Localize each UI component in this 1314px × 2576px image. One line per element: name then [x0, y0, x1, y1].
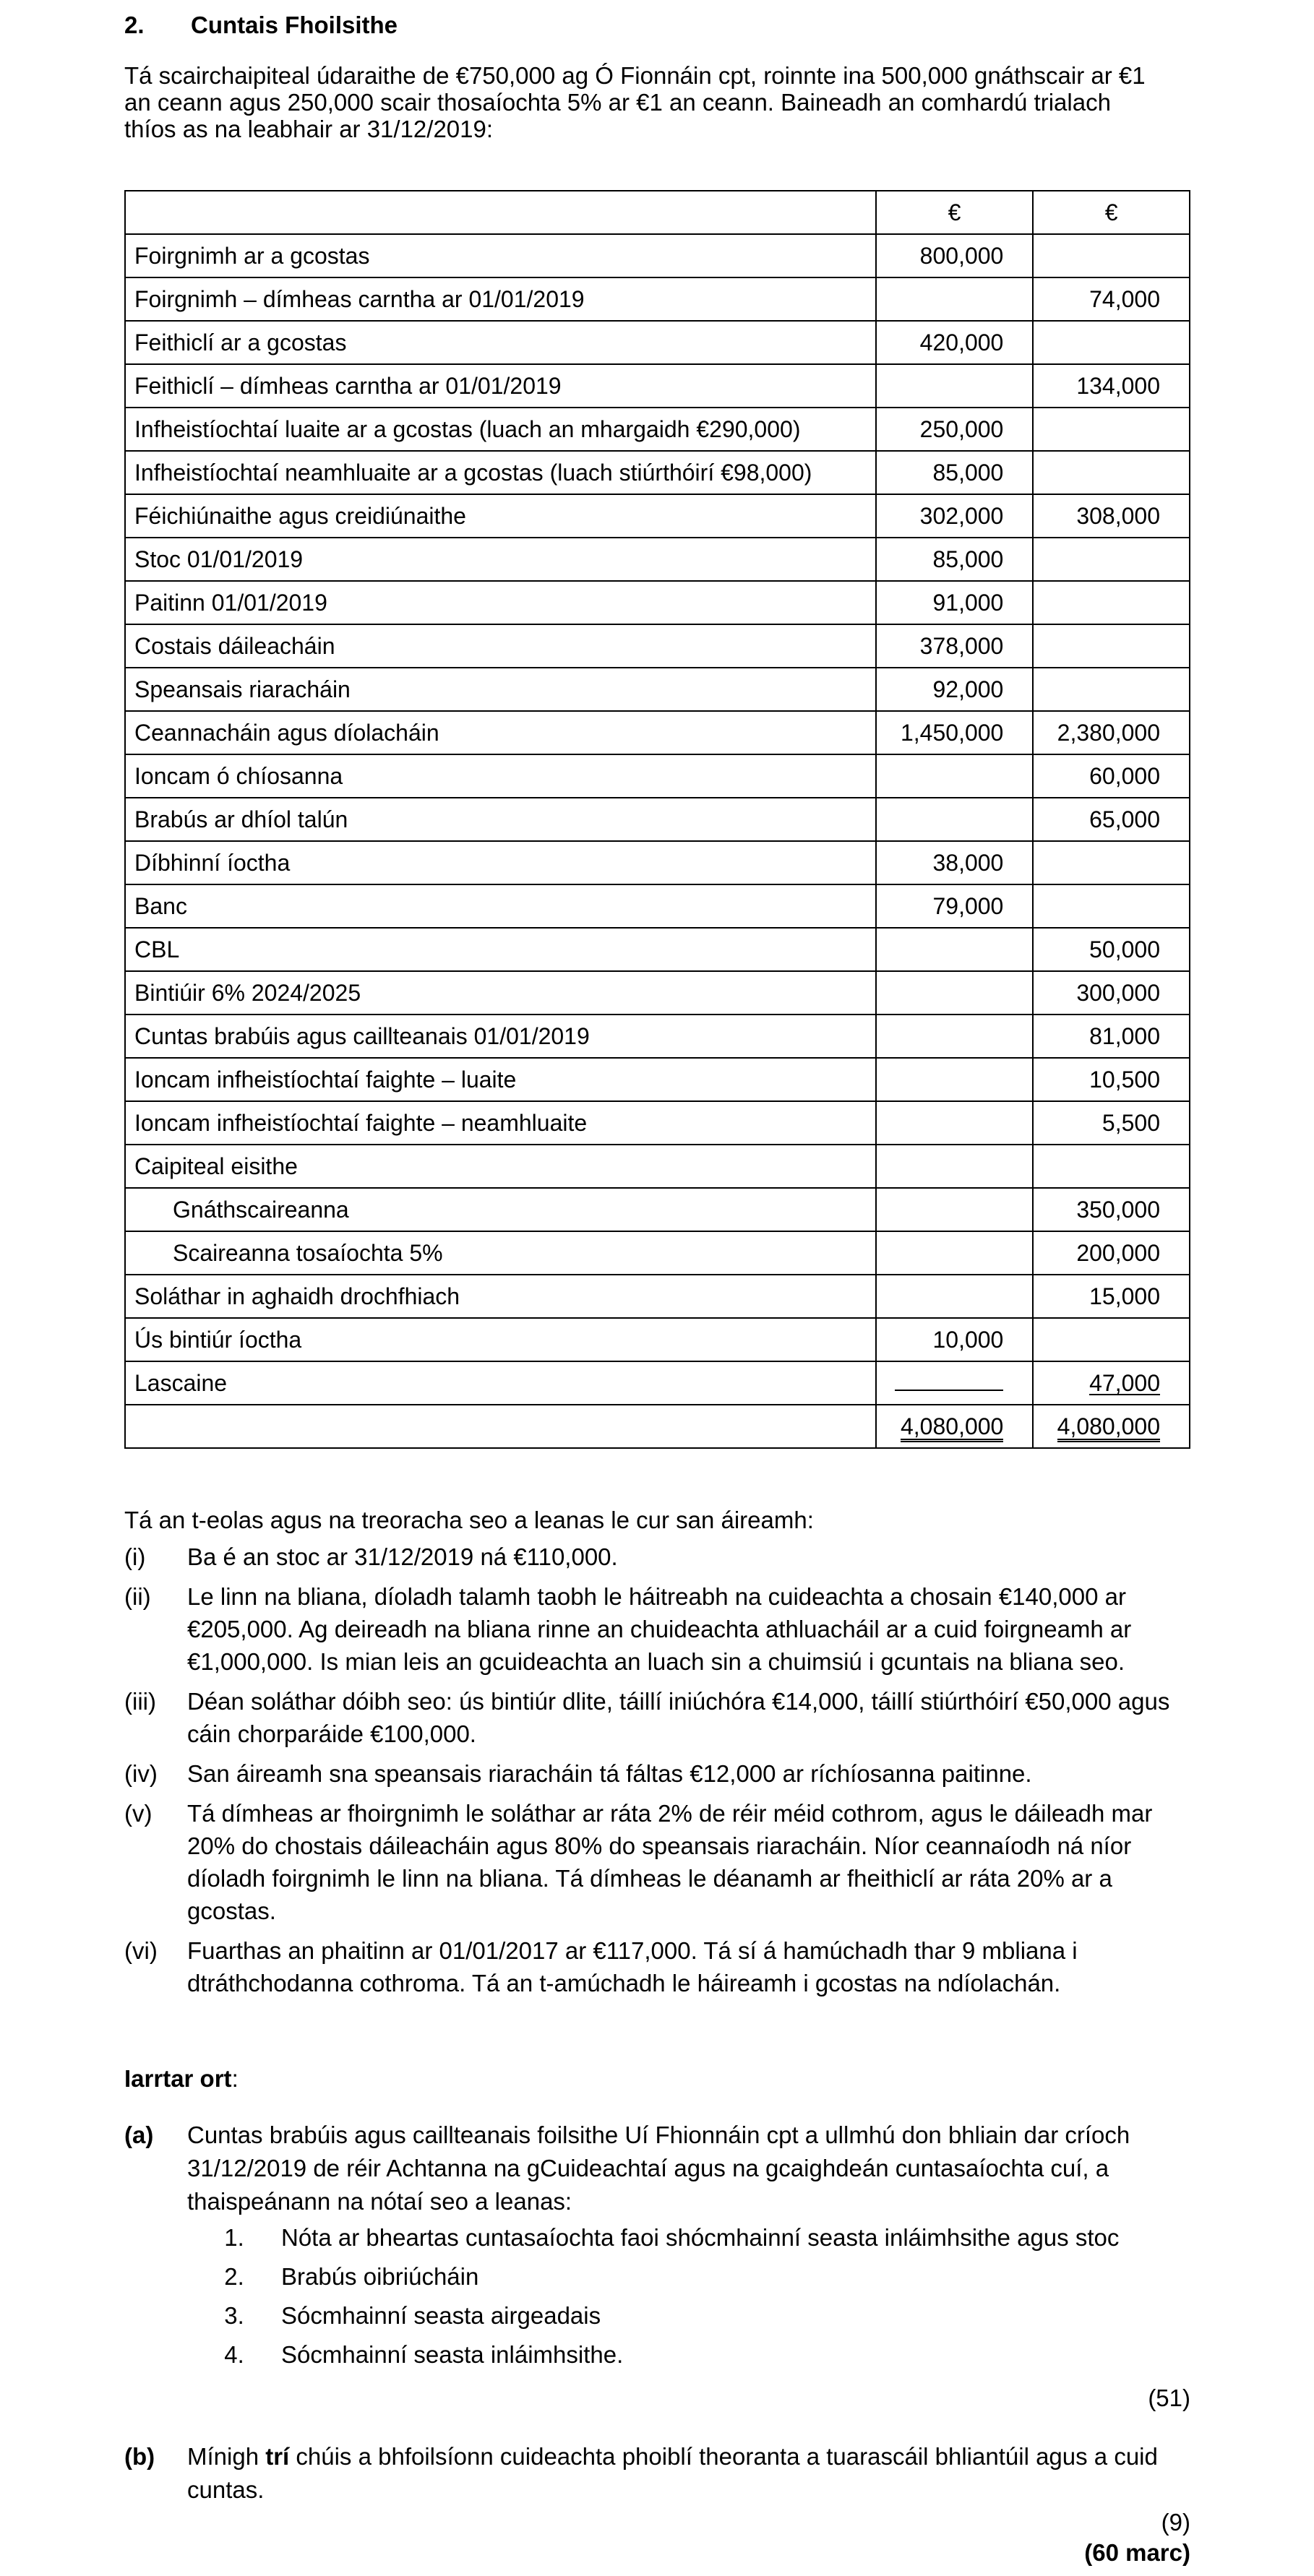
account-label: Ioncam infheistíochtaí faighte – luaite: [125, 1058, 876, 1101]
table-row: [125, 884, 1190, 928]
account-label: Ioncam ó chíosanna: [125, 754, 876, 798]
credit-amount: [1033, 1318, 1190, 1361]
list-item: [187, 2257, 1185, 2296]
note-item: [124, 1757, 1190, 1790]
table-row: [125, 321, 1190, 364]
debit-amount: [876, 1101, 1034, 1145]
table-row: [125, 1361, 1190, 1405]
part-b-text-start: Mínigh: [187, 2443, 266, 2470]
total-debit: 4,080,000: [901, 1414, 1003, 1442]
debit-amount: [876, 971, 1034, 1015]
table-row: [125, 408, 1190, 451]
total-credit-cell: [1033, 1405, 1190, 1448]
credit-amount: 200,000: [1033, 1231, 1190, 1275]
credit-amount: 2,380,000: [1033, 711, 1190, 754]
table-row: [125, 581, 1190, 624]
item-text: Brabús oibriúcháin: [281, 2263, 479, 2290]
debit-amount: [876, 798, 1034, 841]
table-row: [125, 1275, 1190, 1318]
note-label: (ii): [124, 1583, 151, 1610]
credit-amount: 350,000: [1033, 1188, 1190, 1231]
part-b-label: (b): [124, 2443, 155, 2470]
debit-amount: [876, 1015, 1034, 1058]
debit-amount: 38,000: [876, 841, 1034, 884]
part-b-marks: (9): [1161, 2509, 1190, 2536]
debit-amount: 250,000: [876, 408, 1034, 451]
credit-amount: [1033, 841, 1190, 884]
credit-amount: 60,000: [1033, 754, 1190, 798]
table-row: [125, 754, 1190, 798]
totals-label-cell: [125, 1405, 876, 1448]
table-row: [125, 1058, 1190, 1101]
credit-amount: 134,000: [1033, 364, 1190, 408]
intro-line: an ceann agus 250,000 scair thosaíochta 5% ar €1 an ceann. Baineadh an comhardú trialach: [124, 89, 1111, 116]
credit-amount: [1033, 234, 1190, 277]
credit-amount: 81,000: [1033, 1015, 1190, 1058]
item-text: Nóta ar bheartas cuntasaíochta faoi shócmhainní seasta inláimhsithe agus stoc: [281, 2224, 1120, 2251]
credit-amount: 74,000: [1033, 277, 1190, 321]
debit-underline: [895, 1368, 1003, 1391]
table-row: [125, 841, 1190, 884]
credit-amount: [1033, 581, 1190, 624]
account-label: Infheistíochtaí neamhluaite ar a gcostas (luach stiúrthóirí €98,000): [125, 451, 876, 494]
table-row: [125, 234, 1190, 277]
item-number: 4.: [224, 2341, 244, 2368]
requirements-heading: [124, 2062, 239, 2096]
part-a-marks: (51): [1148, 2385, 1190, 2411]
debit-amount: 10,000: [876, 1318, 1034, 1361]
note-text: Déan soláthar dóibh seo: ús bintiúr dlite, táillí iniúchóra €14,000, táillí stiúrthóirí €50,000 agus cáin chorparáide €100,000.: [187, 1688, 1170, 1747]
part-a-text: Cuntas brabúis agus caillteanais foilsithe Uí Fhionnáin cpt a ullmhú don bhliain dar críoch 31/12/2019 de réir Achtanna na gCuideachtaí agus na gcaighdeán cuntasaíochta cuí, a thaispeánann na nótaí seo a leanas:: [187, 2121, 1130, 2215]
account-label: Speansais riaracháin: [125, 668, 876, 711]
notes-intro: Tá an t-eolas agus na treoracha seo a leanas le cur san áireamh:: [124, 1507, 814, 1533]
credit-amount: [1033, 451, 1190, 494]
account-label: Infheistíochtaí luaite ar a gcostas (luach an mhargaidh €290,000): [125, 408, 876, 451]
table-row: [125, 1145, 1190, 1188]
credit-amount: [1033, 408, 1190, 451]
account-label: Costais dáileacháin: [125, 624, 876, 668]
table-row: [125, 494, 1190, 538]
note-label: (i): [124, 1543, 146, 1570]
note-item: [124, 1580, 1190, 1678]
debit-amount: [876, 1145, 1034, 1188]
account-label: Ioncam infheistíochtaí faighte – neamhluaite: [125, 1101, 876, 1145]
debit-amount: [876, 1188, 1034, 1231]
credit-amount: [1033, 538, 1190, 581]
credit-amount: [1033, 668, 1190, 711]
account-label: Féichiúnaithe agus creidiúnaithe: [125, 494, 876, 538]
note-text: Le linn na bliana, díoladh talamh taobh le háitreabh na cuideachta a chosain €140,000 ar €205,000. Ag deireadh na bliana rinne an chuideachta athluacháil ar a cuid foirgneamh ar €1,000,000. Is mian leis an gcuideachta an luach sin a chuimsiú i gcuntais na bliana seo.: [187, 1583, 1132, 1675]
table-row: [125, 624, 1190, 668]
account-label: Scaireanna tosaíochta 5%: [125, 1231, 876, 1275]
item-number: 1.: [224, 2224, 244, 2251]
item-text: Sócmhainní seasta airgeadais: [281, 2302, 601, 2329]
trial-balance-table: [124, 190, 1190, 1449]
debit-amount: [876, 928, 1034, 971]
question-number: 2.: [124, 12, 145, 38]
item-number: 3.: [224, 2302, 244, 2329]
table-row: [125, 277, 1190, 321]
debit-amount: 302,000: [876, 494, 1034, 538]
account-label: Caipiteal eisithe: [125, 1145, 876, 1188]
table-row: [125, 798, 1190, 841]
question-heading: [124, 7, 398, 43]
table-row: [125, 668, 1190, 711]
intro-line: Tá scairchaipiteal údaraithe de €750,000 ag Ó Fionnáin cpt, roinnte ina 500,000 gnáthscair ar €1: [124, 62, 1146, 89]
account-label: Díbhinní íoctha: [125, 841, 876, 884]
note-text: Tá dímheas ar fhoirgnimh le soláthar ar ráta 2% de réir méid cothrom, agus le dáileadh mar 20% do chostais dáileacháin agus 80% do speansais riaracháin. Níor ceannaíodh ná níor díoladh foirgnimh le linn na bliana. Tá dímheas le déanamh ar fheithiclí ar ráta 20% ar a gcostas.: [187, 1800, 1153, 1924]
account-label: Gnáthscaireanna: [125, 1188, 876, 1231]
debit-amount: 92,000: [876, 668, 1034, 711]
totals-row: [125, 1405, 1190, 1448]
note-item: [124, 1685, 1190, 1750]
account-label: Feithiclí ar a gcostas: [125, 321, 876, 364]
item-text: Sócmhainní seasta inláimhsithe.: [281, 2341, 624, 2368]
note-item: [124, 1797, 1190, 1927]
debit-amount: 378,000: [876, 624, 1034, 668]
debit-amount: 85,000: [876, 451, 1034, 494]
debit-amount: 420,000: [876, 321, 1034, 364]
account-label: Foirgnimh – dímheas carntha ar 01/01/2019: [125, 277, 876, 321]
credit-amount: 300,000: [1033, 971, 1190, 1015]
debit-amount: [876, 1058, 1034, 1101]
notes-list: [124, 1541, 1190, 2007]
account-label: Lascaine: [125, 1361, 876, 1405]
debit-amount: [876, 364, 1034, 408]
debit-amount: 800,000: [876, 234, 1034, 277]
credit-amount: [1033, 1145, 1190, 1188]
part-a-label: (a): [124, 2121, 154, 2148]
account-label: Cuntas brabúis agus caillteanais 01/01/2019: [125, 1015, 876, 1058]
header-credit-cell: €: [1033, 191, 1190, 234]
note-text: Ba é an stoc ar 31/12/2019 ná €110,000.: [187, 1543, 618, 1570]
note-item: [124, 1934, 1190, 1999]
credit-amount: 50,000: [1033, 928, 1190, 971]
credit-underline: 47,000: [1089, 1370, 1160, 1396]
list-item: [187, 2296, 1185, 2335]
debit-amount: [876, 277, 1034, 321]
table-row: [125, 1101, 1190, 1145]
note-label: (iii): [124, 1688, 156, 1715]
debit-amount: 1,450,000: [876, 711, 1034, 754]
credit-amount: [1033, 1361, 1190, 1405]
total-credit: 4,080,000: [1057, 1414, 1160, 1442]
debit-amount: [876, 1275, 1034, 1318]
list-item: [187, 2335, 1185, 2374]
account-label: Feithiclí – dímheas carntha ar 01/01/2019: [125, 364, 876, 408]
account-label: Bintiúir 6% 2024/2025: [125, 971, 876, 1015]
table-row: [125, 364, 1190, 408]
credit-amount: [1033, 884, 1190, 928]
note-text: Fuarthas an phaitinn ar 01/01/2017 ar €117,000. Tá sí á hamúchadh thar 9 mbliana i dtráthchodanna cothroma. Tá an t-amúchadh le háireamh i gcostas na ndíolachán.: [187, 1937, 1078, 1996]
table-row: [125, 928, 1190, 971]
credit-amount: 15,000: [1033, 1275, 1190, 1318]
total-marks: (60 marc): [1084, 2539, 1190, 2566]
debit-amount: [876, 754, 1034, 798]
part-a: [124, 2119, 1190, 2374]
account-label: Paitinn 01/01/2019: [125, 581, 876, 624]
credit-amount: 308,000: [1033, 494, 1190, 538]
part-b-text-bold: trí: [265, 2443, 290, 2470]
question-intro: [124, 62, 1190, 142]
note-label: (iv): [124, 1760, 158, 1787]
table-row: [125, 1231, 1190, 1275]
part-b-text: [187, 2440, 1185, 2507]
account-label: Ús bintiúr íoctha: [125, 1318, 876, 1361]
note-label: (vi): [124, 1937, 158, 1964]
part-b-text-end: chúis a bhfoilsíonn cuideachta phoiblí theoranta a tuarascáil bhliantúil agus a cuid cuntas.: [187, 2443, 1158, 2503]
requirements-colon: :: [231, 2065, 239, 2092]
account-label: Soláthar in aghaidh drochfhiach: [125, 1275, 876, 1318]
debit-amount: 85,000: [876, 538, 1034, 581]
item-number: 2.: [224, 2263, 244, 2290]
question-title: Cuntais Fhoilsithe: [191, 12, 398, 38]
note-label: (v): [124, 1800, 153, 1827]
account-label: Ceannacháin agus díolacháin: [125, 711, 876, 754]
credit-amount: 5,500: [1033, 1101, 1190, 1145]
note-text: San áireamh sna speansais riaracháin tá fáltas €12,000 ar ríchíosanna paitinne.: [187, 1760, 1032, 1787]
table-row: [125, 971, 1190, 1015]
account-label: CBL: [125, 928, 876, 971]
table-row: [125, 451, 1190, 494]
table-row: [125, 711, 1190, 754]
total-debit-cell: [876, 1405, 1034, 1448]
part-a-items: [187, 2218, 1185, 2374]
table-row: [125, 1015, 1190, 1058]
account-label: Banc: [125, 884, 876, 928]
credit-amount: 10,500: [1033, 1058, 1190, 1101]
header-label-cell: [125, 191, 876, 234]
debit-amount: [876, 1361, 1034, 1405]
table-row: [125, 538, 1190, 581]
credit-amount: 65,000: [1033, 798, 1190, 841]
table-row: [125, 1318, 1190, 1361]
debit-amount: 91,000: [876, 581, 1034, 624]
part-b: [124, 2440, 1190, 2507]
requirements-label: Iarrtar ort: [124, 2065, 232, 2092]
credit-amount: [1033, 624, 1190, 668]
header-debit-cell: €: [876, 191, 1034, 234]
account-label: Foirgnimh ar a gcostas: [125, 234, 876, 277]
debit-amount: [876, 1231, 1034, 1275]
intro-line: thíos as na leabhair ar 31/12/2019:: [124, 116, 494, 142]
list-item: [187, 2218, 1185, 2257]
account-label: Brabús ar dhíol talún: [125, 798, 876, 841]
account-label: Stoc 01/01/2019: [125, 538, 876, 581]
credit-amount: [1033, 321, 1190, 364]
table-row: [125, 1188, 1190, 1231]
debit-amount: 79,000: [876, 884, 1034, 928]
table-header-row: [125, 191, 1190, 234]
note-item: [124, 1541, 1190, 1573]
